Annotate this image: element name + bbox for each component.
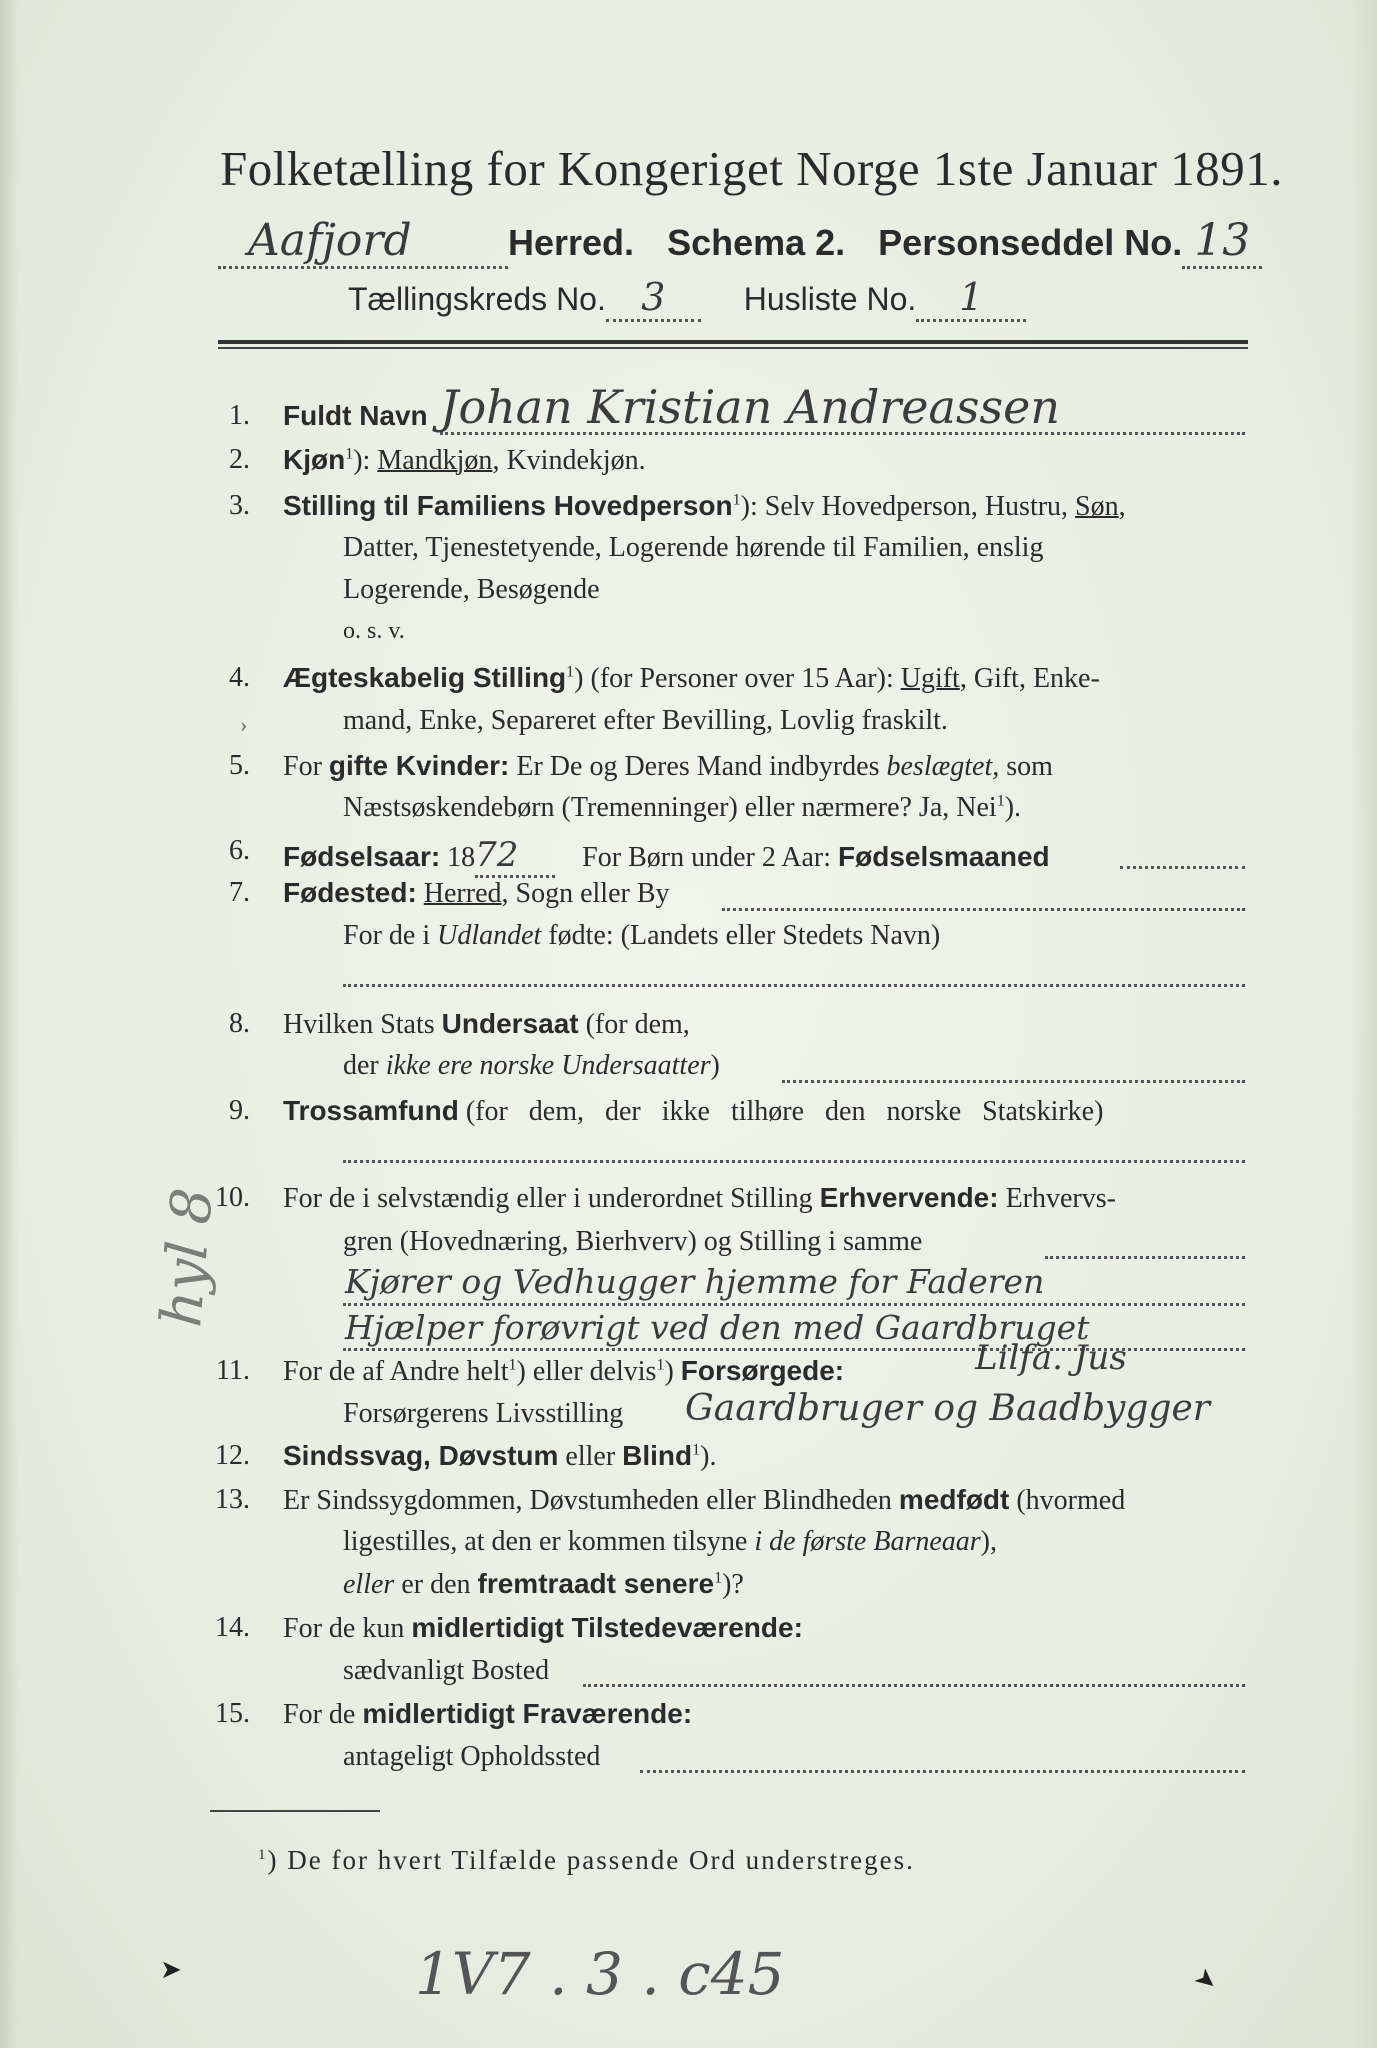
taellingskreds-value: 3 (606, 275, 701, 322)
q4-text-b: , Gift, Enke- (959, 663, 1100, 694)
q13-line3-sup: 1 (714, 1569, 723, 1587)
q11-value1: Lilfa. Jus (975, 1338, 1127, 1378)
personseddel-value: 13 (1182, 215, 1262, 269)
q2-number: 2. (229, 444, 250, 475)
q12-label-a: Sindssvag, Døvstum (283, 1440, 559, 1471)
herred-row (218, 215, 1262, 269)
q11-label: Forsørgede: (680, 1355, 845, 1386)
q2-option-rest: , Kvindekjøn. (492, 445, 646, 476)
q10-value1: Kjører og Vedhugger hjemme for Faderen (345, 1262, 1045, 1301)
q10-label: Erhvervende: (819, 1182, 999, 1213)
q4-line (283, 662, 1100, 695)
q13-line3-italic: eller (343, 1569, 395, 1600)
q2-label: Kjøn (283, 444, 346, 475)
q13-line2-b: ), (980, 1526, 997, 1557)
q5-line2-sup: 1 (996, 792, 1005, 810)
q11-number: 11. (216, 1355, 250, 1386)
q9-label: Trossamfund (283, 1095, 459, 1126)
q10-number: 10. (215, 1182, 250, 1213)
q6-line (283, 835, 1050, 878)
q7-option-herred: Herred (423, 878, 502, 909)
q4-text-a: ) (for Personer over 15 Aar): (574, 663, 894, 694)
q2-sup: 1 (345, 445, 354, 463)
q12-number: 12. (215, 1440, 250, 1471)
corner-mark-left-icon: ➤ (160, 1955, 182, 1984)
q10-value2: Hjælper forøvrigt ved den med Gaardbruget (345, 1308, 1090, 1347)
paper-edge-left (0, 0, 18, 2048)
q12-line (283, 1440, 716, 1473)
q7-line2-b: fødte: (Landets eller Stedets Navn) (548, 920, 941, 951)
q10-line (283, 1182, 1116, 1215)
q3-line2: Datter, Tjenestetyende, Logerende hørende til Familien, enslig (343, 532, 1044, 563)
taellingskreds-label: Tællingskreds No. (348, 281, 606, 317)
q9-line (283, 1095, 1103, 1128)
q1-number: 1. (229, 400, 250, 431)
q11-value2: Gaardbruger og Baadbygger (685, 1388, 1210, 1429)
personseddel-label: Personseddel No. (878, 222, 1183, 263)
q8-line2-a: der (343, 1050, 379, 1081)
q6-text: For Børn under 2 Aar: (582, 842, 832, 873)
q13-line2-a: ligestilles, at den er kommen tilsyne (343, 1526, 748, 1557)
q4-option-ugift: Ugift (900, 663, 960, 694)
q5-line2-end: ). (1004, 792, 1022, 823)
q14-number: 14. (215, 1612, 250, 1643)
q10-fill2 (343, 1303, 1245, 1306)
q14-fill (583, 1684, 1245, 1687)
q3-number: 3. (229, 490, 250, 521)
q13-number: 13. (215, 1484, 250, 1515)
q11-sup1: 1 (508, 1356, 517, 1374)
q12-label-b: Blind (622, 1440, 693, 1471)
q13-label: medfødt (898, 1484, 1010, 1515)
q3-label: Stilling til Familiens Hovedperson (283, 490, 733, 521)
q6-label: Fødselsaar: (283, 841, 441, 872)
q12-sup: 1 (692, 1441, 701, 1459)
q8-number: 8. (229, 1008, 250, 1039)
q3-line3: Logerende, Besøgende (343, 574, 600, 605)
q8-text-b: (for dem, (585, 1009, 690, 1040)
paper-edge-right (1351, 0, 1377, 2048)
q7-text: , Sogn eller By (501, 878, 670, 909)
q15-number: 15. (215, 1698, 250, 1729)
q7-fill2 (343, 984, 1245, 987)
q10-text-b: Erhvervs- (1005, 1183, 1116, 1214)
q1-line (283, 400, 428, 433)
q8-line2 (343, 1050, 720, 1082)
q3-line (283, 490, 1126, 523)
q4-number: 4. (229, 662, 250, 693)
q2-text: ): (353, 445, 371, 476)
header-rule-thin (218, 347, 1248, 349)
q6-label2: Fødselsmaaned (838, 841, 1050, 872)
q11-text-a: For de af Andre helt (283, 1356, 509, 1387)
q6-value: 72 (475, 835, 555, 878)
q13-text-b: (hvormed (1016, 1485, 1126, 1516)
q15-fill (640, 1770, 1245, 1773)
q8-line (283, 1008, 690, 1041)
q13-line3-b: )? (722, 1569, 744, 1600)
q8-line2-italic: ikke ere norske Undersaatter (385, 1050, 711, 1081)
q5-line (283, 750, 1053, 783)
footnote-rule (210, 1810, 380, 1812)
q7-number: 7. (229, 877, 250, 908)
taellingskreds-row (348, 275, 1026, 322)
q5-line2 (343, 792, 1021, 824)
q11-sup2: 1 (656, 1356, 665, 1374)
q11-line2: Forsørgerens Livsstilling (343, 1398, 624, 1429)
q12-text-a: eller (565, 1441, 616, 1472)
q7-line (283, 877, 670, 910)
margin-note: hyl 8 (149, 1185, 226, 1330)
q7-label: Fødested: (283, 877, 417, 908)
q8-fill (782, 1080, 1245, 1083)
q11-text-b: ) eller delvis (516, 1356, 657, 1387)
husliste-label: Husliste No. (743, 281, 917, 317)
q8-line2-b: ) (710, 1050, 720, 1081)
q12-text-b: ). (700, 1441, 717, 1472)
herred-value: Aafjord (218, 215, 508, 269)
q10-line2: gren (Hovednæring, Bierhverv) og Stilling i samme (343, 1226, 923, 1257)
q2-option-mandkjon: Mandkjøn (377, 445, 493, 476)
q9-text: (for dem, der ikke tilhøre den norske Statskirke) (465, 1096, 1104, 1127)
q3-sup: 1 (732, 491, 741, 509)
q15-line (283, 1698, 692, 1731)
q1-value: Johan Kristian Andreassen (440, 380, 1060, 434)
footnote-text: ) De for hvert Tilfælde passende Ord understreges. (267, 1845, 915, 1875)
q1-label: Fuldt Navn (283, 400, 428, 431)
bottom-annotation: 1V7 . 3 . c45 (415, 1940, 785, 2008)
q13-line3 (343, 1568, 744, 1601)
q6-prefix: 18 (447, 842, 476, 873)
q4-label: Ægteskabelig Stilling (283, 662, 567, 693)
q15-line2: antageligt Opholdssted (343, 1741, 601, 1772)
herred-label: Herred. (508, 222, 635, 263)
q11-line (283, 1355, 844, 1388)
q15-label: midlertidigt Fraværende: (362, 1698, 693, 1729)
q5-italic: beslægtet, (886, 751, 1000, 782)
header-rule (218, 340, 1248, 344)
q7-line2 (343, 920, 940, 952)
q14-line2: sædvanligt Bosted (343, 1655, 550, 1686)
q11-text-c: ) (664, 1356, 674, 1387)
q3-option-son: Søn (1075, 491, 1119, 522)
form-title: Folketælling for Kongeriget Norge 1ste Januar 1891. (220, 141, 1283, 196)
q7-line2-a: For de i (343, 920, 431, 951)
q7-fill (722, 908, 1245, 911)
footnote-sup: 1 (258, 1847, 268, 1863)
q8-text-a: Hvilken Stats (283, 1009, 435, 1040)
q13-line3-a: er den (401, 1569, 471, 1600)
q13-line3-label: fremtraadt senere (477, 1568, 715, 1599)
q13-text-a: Er Sindssygdommen, Døvstumheden eller Blindheden (283, 1485, 892, 1516)
q5-text-a: For (283, 751, 322, 782)
q5-line2-text: Næstsøskendebørn (Tremenninger) eller nærmere? Ja, Nei (343, 792, 997, 823)
q13-line (283, 1484, 1125, 1517)
q14-line (283, 1612, 803, 1645)
q1-fill-line (440, 432, 1245, 435)
q14-text-a: For de kun (283, 1613, 405, 1644)
corner-mark-right-icon: ➤ (1188, 1961, 1224, 1998)
footnote (258, 1845, 915, 1876)
q10-text-a: For de i selvstændig eller i underordnet Stilling (283, 1183, 813, 1214)
q3-text-b: , (1118, 491, 1126, 522)
q5-number: 5. (229, 750, 250, 781)
margin-tick: › (240, 712, 248, 737)
q4-line2: mand, Enke, Separeret efter Bevilling, Lovlig fraskilt. (343, 705, 948, 736)
q13-line2-italic: i de første Barneaar (754, 1526, 981, 1557)
schema-label: Schema 2. (667, 222, 846, 263)
q9-number: 9. (229, 1095, 250, 1126)
q8-label: Undersaat (441, 1008, 579, 1039)
q9-fill (343, 1160, 1245, 1163)
q15-text-a: For de (283, 1699, 356, 1730)
q6-month-fill (1120, 866, 1245, 869)
q13-line2 (343, 1526, 997, 1558)
husliste-value: 1 (916, 275, 1026, 322)
q5-text-b: Er De og Deres Mand indbyrdes (516, 751, 880, 782)
q4-sup: 1 (566, 663, 575, 681)
q3-text-a: ): Selv Hovedperson, Hustru, (740, 491, 1069, 522)
q14-label: midlertidigt Tilstedeværende: (411, 1612, 803, 1643)
q5-label: gifte Kvinder: (328, 750, 510, 781)
q6-number: 6. (229, 835, 250, 866)
q5-text-c: som (1006, 751, 1053, 782)
q10-fill (1045, 1256, 1245, 1259)
q7-line2-italic: Udlandet (437, 920, 542, 951)
q3-line4: o. s. v. (343, 618, 405, 644)
q2-line (283, 444, 646, 477)
